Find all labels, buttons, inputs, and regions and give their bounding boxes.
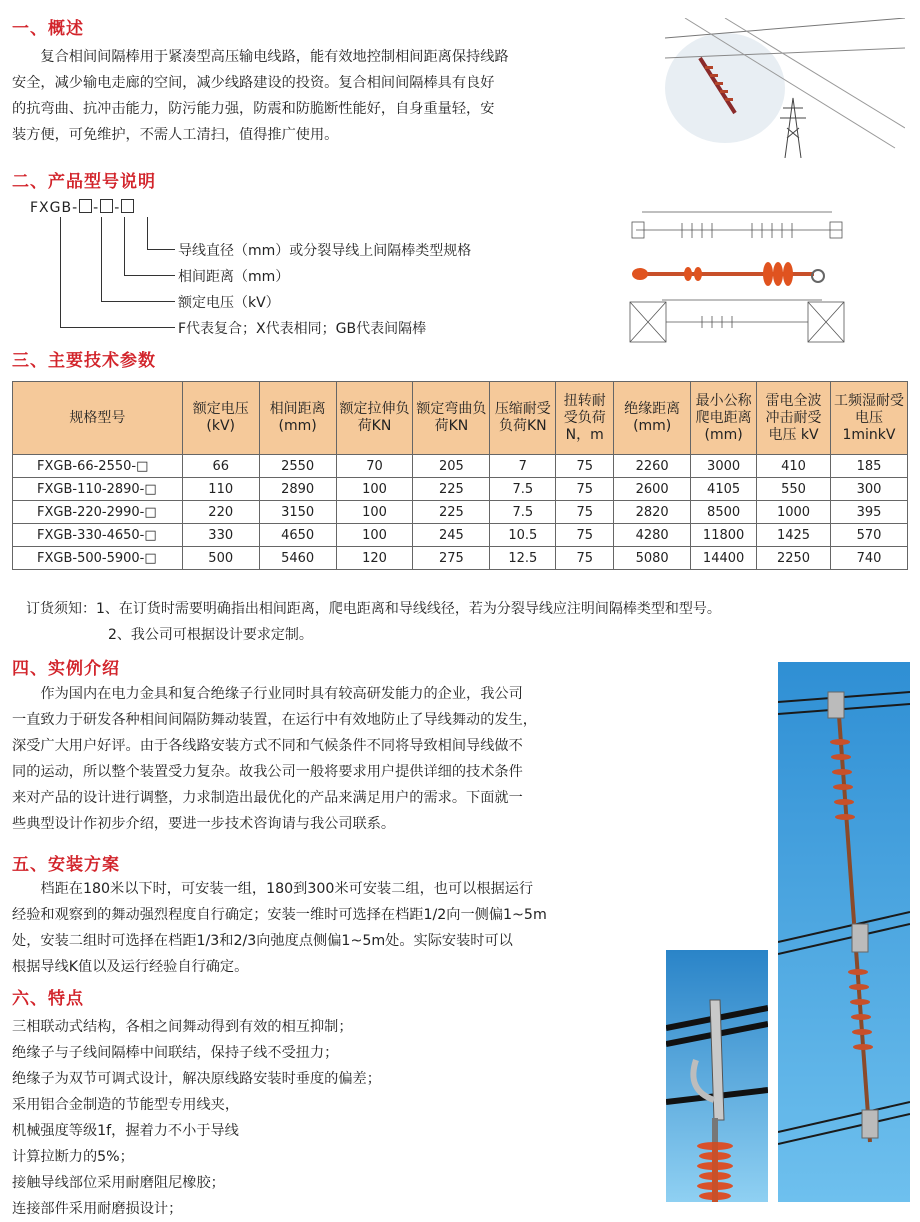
value-cell: 75 [556,455,614,478]
feature-item: 机械强度等级1f，握着力不小于导线 [12,1123,239,1139]
value-cell: 2550 [259,455,336,478]
heading-features: 六、特点 [12,989,84,1009]
heading-overview: 一、概述 [12,19,84,39]
feature-item: 三相联动式结构，各相之间舞动得到有效的相互抑制； [12,1019,353,1035]
text-line: 安全，减少输电走廊的空间，减少线路建设的投资。复合相间间隔棒具有良好 [12,75,495,91]
label-code-meaning: F代表复合；X代表相同；GB代表间隔棒 [178,321,427,337]
value-cell: 100 [336,501,413,524]
feature-item: 连接部件采用耐磨损设计； [12,1201,183,1217]
table-header-row [13,382,908,455]
value-cell: 2820 [614,501,691,524]
model-cell: FXGB-500-5900-□ [13,547,183,570]
connector-line [101,217,102,301]
case-intro-text [12,681,537,837]
installed-spacer-photo [778,662,910,1202]
column-header: 压缩耐受负荷KN [490,382,556,455]
column-header: 相间距离(mm) [259,382,336,455]
technical-drawing [622,198,856,364]
value-cell: 1000 [757,501,831,524]
feature-item: 绝缘子为双节可调式设计，解决原线路安装时垂度的偏差； [12,1071,381,1087]
table-row [13,524,908,547]
text-line: 处，安装二组时可选择在档距1/3和2/3向弛度点侧偏1~5m处。实际安装时可以 [12,933,513,949]
value-cell: 4650 [259,524,336,547]
value-cell: 500 [182,547,259,570]
value-cell: 185 [830,455,907,478]
clamp-closeup-photo [666,950,768,1202]
text-line: 复合相间间隔棒用于紧凑型高压输电线路，能有效地控制相间距离保持线路 [40,49,509,65]
connector-line [101,301,175,302]
value-cell: 100 [336,524,413,547]
text-line: 档距在180米以下时，可安装一组，180到300米可安装二组，也可以根据运行 [40,881,534,897]
column-header: 额定电压(kV) [182,382,259,455]
text-line: 一直致力于研发各种相间间隔防舞动装置，在运行中有效地防止了导线舞动的发生， [12,712,537,728]
table-row [13,501,908,524]
heading-tech-params: 三、主要技术参数 [12,351,156,371]
overview-text [12,44,509,148]
column-header: 雷电全波冲击耐受电压 kV [757,382,831,455]
text-line: 经验和观察到的舞动强烈程度自行确定；安装一维时可选择在档距1/2向一侧偏1~5m [12,907,547,923]
column-header: 工频湿耐受电压1minkV [830,382,907,455]
value-cell: 245 [413,524,490,547]
spec-table [12,381,908,570]
value-cell: 3150 [259,501,336,524]
value-cell: 75 [556,524,614,547]
value-cell: 275 [413,547,490,570]
value-cell: 66 [182,455,259,478]
connector-line [60,217,61,327]
heading-model-description: 二、产品型号说明 [12,172,156,192]
value-cell: 570 [830,524,907,547]
text-line: 作为国内在电力金具和复合绝缘子行业同时具有较高研发能力的企业，我公司 [40,686,523,702]
connector-line [60,327,175,328]
table-row [13,478,908,501]
model-code-prefix: FXGB [30,200,73,216]
value-cell: 7.5 [490,501,556,524]
value-cell: 2890 [259,478,336,501]
order-note-2: 2、我公司可根据设计要求定制。 [108,627,313,643]
value-cell: 110 [182,478,259,501]
model-cell: FXGB-66-2550-□ [13,455,183,478]
value-cell: 5460 [259,547,336,570]
text-line: 同的运动，所以整个装置受力复杂。故我公司一般将要求用户提供详细的技术条件 [12,764,523,780]
value-cell: 330 [182,524,259,547]
model-code: FXGB- - - [30,199,135,216]
value-cell: 220 [182,501,259,524]
features-list [12,1014,381,1222]
value-cell: 2600 [614,478,691,501]
model-cell: FXGB-330-4650-□ [13,524,183,547]
value-cell: 14400 [691,547,757,570]
value-cell: 75 [556,478,614,501]
value-cell: 2250 [757,547,831,570]
column-header: 额定弯曲负荷KN [413,382,490,455]
table-body [13,455,908,570]
text-line: 装方便，可免维护，不需人工清扫，值得推广使用。 [12,127,339,143]
placeholder-box [121,199,134,213]
label-conductor-diameter: 导线直径（mm）或分裂导线上间隔棒类型规格 [178,243,472,259]
value-cell: 8500 [691,501,757,524]
order-note-1: 订货须知：1、在订货时需要明确指出相间距离，爬电距离和导线线径，若为分裂导线应注明间隔棒类型和型号。 [26,601,721,617]
value-cell: 225 [413,478,490,501]
value-cell: 410 [757,455,831,478]
column-header: 扭转耐受负荷N，m [556,382,614,455]
table-row [13,455,908,478]
feature-item: 接触导线部位采用耐磨阻尼橡胶； [12,1175,225,1191]
value-cell: 1425 [757,524,831,547]
text-line: 些典型设计作初步介绍，要进一步技术咨询请与我公司联系。 [12,816,396,832]
value-cell: 75 [556,547,614,570]
column-header: 最小公称爬电距离(mm) [691,382,757,455]
value-cell: 4280 [614,524,691,547]
model-code-diagram [20,195,580,345]
value-cell: 7 [490,455,556,478]
value-cell: 120 [336,547,413,570]
connector-line [124,275,175,276]
value-cell: 100 [336,478,413,501]
connector-line [147,217,148,249]
value-cell: 3000 [691,455,757,478]
text-line: 的抗弯曲、抗冲击能力，防污能力强，防震和防脆断性能好，自身重量轻，安 [12,101,495,117]
heading-installation: 五、安装方案 [12,855,120,875]
power-line-photo [665,18,905,158]
connector-line [124,217,125,275]
placeholder-box [79,199,92,213]
label-rated-voltage: 额定电压（kV） [178,295,280,311]
feature-item: 采用铝合金制造的节能型专用线夹， [12,1097,240,1113]
value-cell: 2260 [614,455,691,478]
text-line: 来对产品的设计进行调整，力求制造出最优化的产品来满足用户的需求。下面就一 [12,790,523,806]
model-cell: FXGB-110-2890-□ [13,478,183,501]
value-cell: 10.5 [490,524,556,547]
value-cell: 75 [556,501,614,524]
value-cell: 12.5 [490,547,556,570]
value-cell: 550 [757,478,831,501]
text-line: 根据导线K值以及运行经验自行确定。 [12,959,249,975]
value-cell: 740 [830,547,907,570]
value-cell: 300 [830,478,907,501]
text-line: 深受广大用户好评。由于各线路安装方式不同和气候条件不同将导致相间导线做不 [12,738,523,754]
model-cell: FXGB-220-2990-□ [13,501,183,524]
label-phase-distance: 相间距离（mm） [178,269,290,285]
value-cell: 70 [336,455,413,478]
column-header: 规格型号 [13,382,183,455]
value-cell: 7.5 [490,478,556,501]
table-row [13,547,908,570]
feature-item: 绝缘子与子线间隔棒中间联结，保持子线不受扭力； [12,1045,339,1061]
value-cell: 11800 [691,524,757,547]
connector-line [147,249,175,250]
value-cell: 395 [830,501,907,524]
installation-text [12,876,547,980]
feature-item: 计算拉断力的5%； [12,1149,134,1165]
column-header: 额定拉伸负荷KN [336,382,413,455]
value-cell: 4105 [691,478,757,501]
column-header: 绝缘距离(mm) [614,382,691,455]
value-cell: 205 [413,455,490,478]
value-cell: 5080 [614,547,691,570]
placeholder-box [100,199,113,213]
heading-case-intro: 四、实例介绍 [12,659,120,679]
value-cell: 225 [413,501,490,524]
